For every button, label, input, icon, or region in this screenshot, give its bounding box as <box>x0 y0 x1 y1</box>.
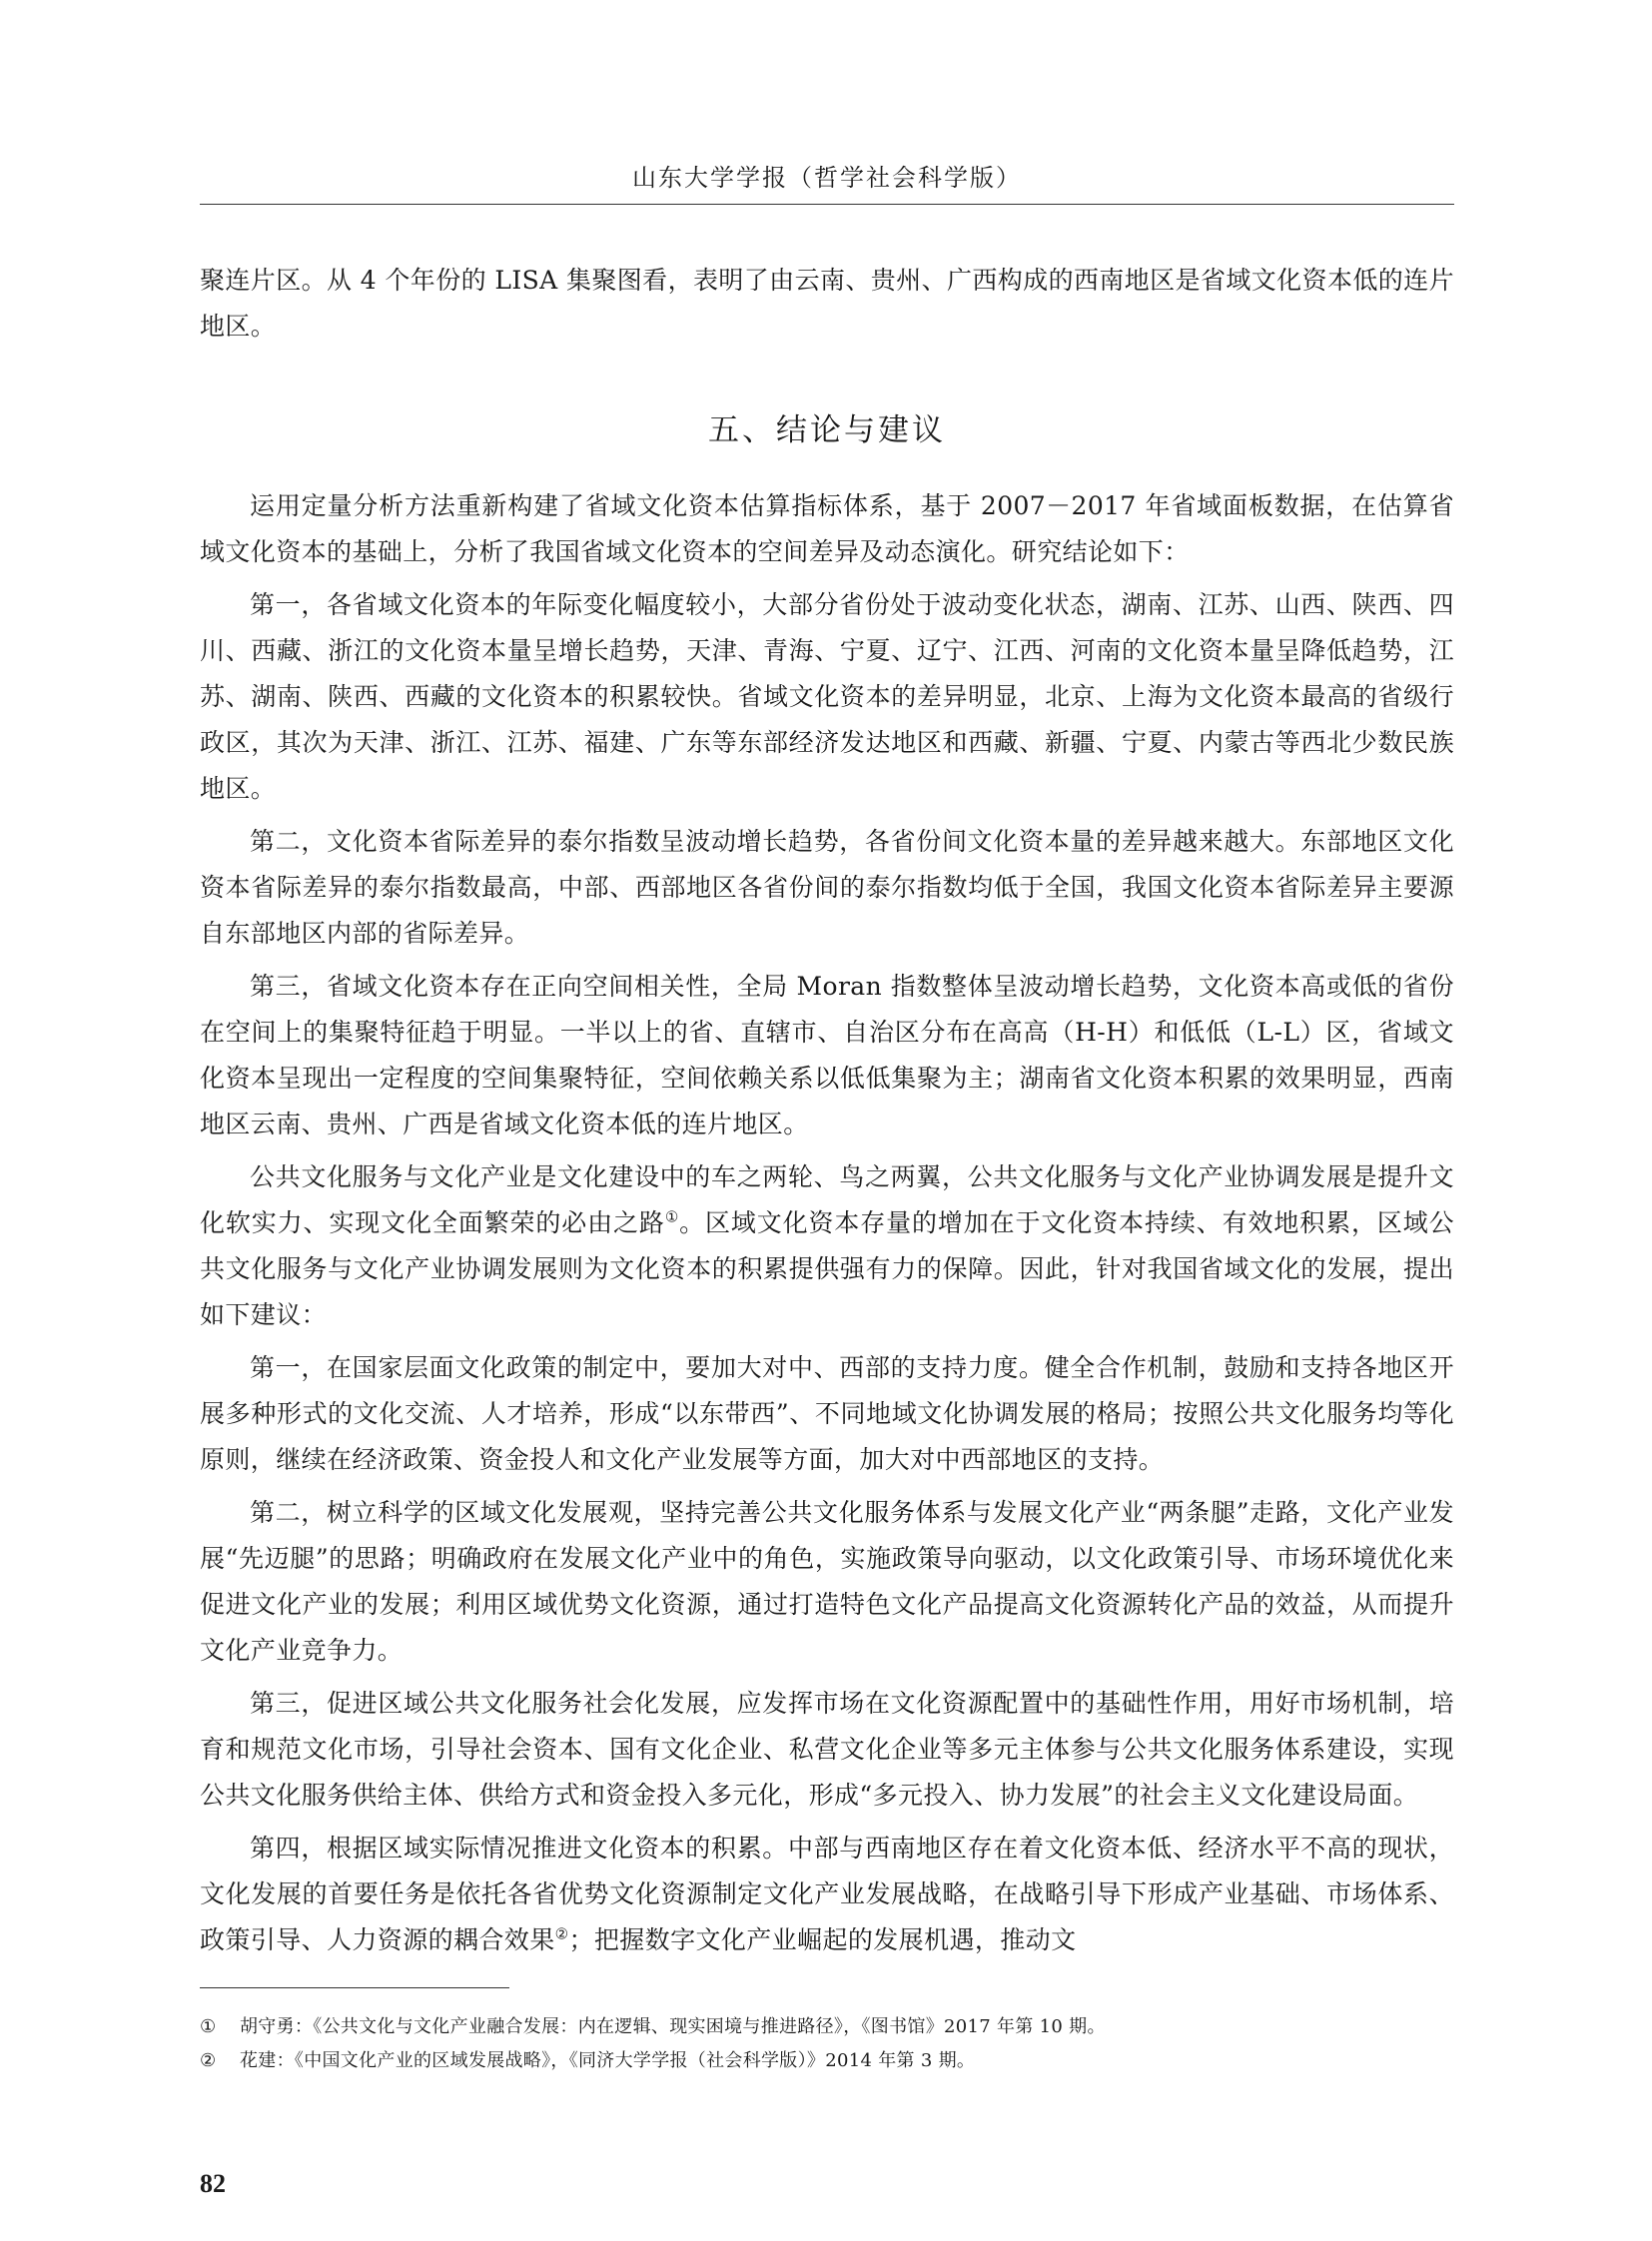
paragraph-1: 运用定量分析方法重新构建了省域文化资本估算指标体系，基于 2007－2017 年省域面板数据，在估算省域文化资本的基础上，分析了我国省域文化资本的空间差异及动态演化。研究结论如下： <box>200 491 1454 566</box>
footnote-ref-1[interactable]: ① <box>664 1207 680 1226</box>
paragraph-3: 第二，文化资本省际差异的泰尔指数呈波动增长趋势，各省份间文化资本量的差异越来越大。东部地区文化资本省际差异的泰尔指数最高，中部、西部地区各省份间的泰尔指数均低于全国，我国文化资本省际差异主要源自东部地区内部的省际差异。 <box>200 827 1454 948</box>
suggestion-3: 第三，促进区域公共文化服务社会化发展，应发挥市场在文化资源配置中的基础性作用，用好市场机制，培育和规范文化市场，引导社会资本、国有文化企业、私营文化企业等多元主体参与公共文化服务体系建设，实现公共文化服务供给主体、供给方式和资金投入多元化，形成“多元投入、协力发展”的社会主义文化建设局面。 <box>200 1689 1454 1810</box>
paragraph-5 <box>200 1154 1454 1338</box>
paragraph-9 <box>200 1826 1454 1963</box>
footnote-1-mark: ① <box>200 2016 217 2037</box>
intro-block <box>200 258 1454 357</box>
footnote-1-text: 胡守勇：《公共文化与文化产业融合发展：内在逻辑、现实困境与推进路径》，《图书馆》2017 年第 10 期。 <box>240 2016 1106 2037</box>
footnote-2 <box>200 2044 1454 2078</box>
paragraph-4: 第三，省域文化资本存在正向空间相关性，全局 Moran 指数整体呈波动增长趋势，文化资本高或低的省份在空间上的集聚特征趋于明显。一半以上的省、直辖市、自治区分布在高高（H-H）和低低（L-L）区，省域文化资本呈现出一定程度的空间集聚特征，空间依赖关系以低低集聚为主；湖南省文化资本积累的效果明显，西南地区云南、贵州、广西是省域文化资本低的连片地区。 <box>200 972 1454 1138</box>
paragraph-5-text-a: 公共文化服务与文化产业是文化建设中的车之两轮、鸟之两翼，公共文化服务与文化产业协调发展是提升文化软实力、实现文化全面繁荣的必由之路 <box>200 1162 1454 1237</box>
footnote-ref-2[interactable]: ② <box>554 1924 569 1943</box>
paragraph-2: 第一，各省域文化资本的年际变化幅度较小，大部分省份处于波动变化状态，湖南、江苏、山西、陕西、四川、西藏、浙江的文化资本量呈增长趋势，天津、青海、宁夏、辽宁、江西、河南的文化资本量呈降低趋势，江苏、湖南、陕西、西藏的文化资本的积累较快。省域文化资本的差异明显，北京、上海为文化资本最高的省级行政区，其次为天津、浙江、江苏、福建、广东等东部经济发达地区和西藏、新疆、宁夏、内蒙古等西北少数民族地区。 <box>200 590 1454 803</box>
suggestion-1: 第一，在国家层面文化政策的制定中，要加大对中、西部的支持力度。健全合作机制，鼓励和支持各地区开展多种形式的文化交流、人才培养，形成“以东带西”、不同地域文化协调发展的格局；按照公共文化服务均等化原则，继续在经济政策、资金投人和文化产业发展等方面，加大对中西部地区的支持。 <box>200 1353 1454 1474</box>
paragraph-9-text-a: 第四，根据区域实际情况推进文化资本的积累。中部与西南地区存在着文化资本低、经济水平不高的现状，文化发展的首要任务是依托各省优势文化资源制定文化产业发展战略，在战略引导下形成产业基础、市场体系、政策引导、人力资源的耦合效果 <box>200 1834 1454 1954</box>
paragraph-5-text-b: 。区域文化资本存量的增加在于文化资本持续、有效地积累，区域公共文化服务与文化产业协调发展则为文化资本的积累提供强有力的保障。因此，针对我国省域文化的发展，提出如下建议： <box>200 1208 1454 1329</box>
suggestion-2: 第二，树立科学的区域文化发展观，坚持完善公共文化服务体系与发展文化产业“两条腿”走路，文化产业发展“先迈腿”的思路；明确政府在发展文化产业中的角色，实施政策导向驱动，以文化政策引导、市场环境优化来促进文化产业的发展；利用区域优势文化资源，通过打造特色文化产品提高文化资源转化产品的效益，从而提升文化产业竞争力。 <box>200 1498 1454 1665</box>
section-title: 五、结论与建议 <box>708 412 946 448</box>
section-body <box>200 483 1454 1970</box>
footnote-1 <box>200 2010 1454 2044</box>
header-rule <box>200 204 1454 205</box>
footnotes <box>200 2010 1454 2078</box>
running-head: 山东大学学报（哲学社会科学版） <box>632 164 1022 192</box>
page-number: 82 <box>200 2169 226 2198</box>
footnote-2-mark: ② <box>200 2050 217 2071</box>
intro-paragraph: 聚连片区。从 4 个年份的 LISA 集聚图看，表明了由云南、贵州、广西构成的西南地区是省域文化资本低的连片地区。 <box>200 266 1454 341</box>
footnote-2-text: 花建：《中国文化产业的区域发展战略》，《同济大学学报（社会科学版）》2014 年第 3 期。 <box>240 2050 976 2071</box>
paragraph-9-text-b: ；把握数字文化产业崛起的发展机遇，推动文 <box>568 1925 1077 1954</box>
footnote-rule <box>200 1987 509 1988</box>
